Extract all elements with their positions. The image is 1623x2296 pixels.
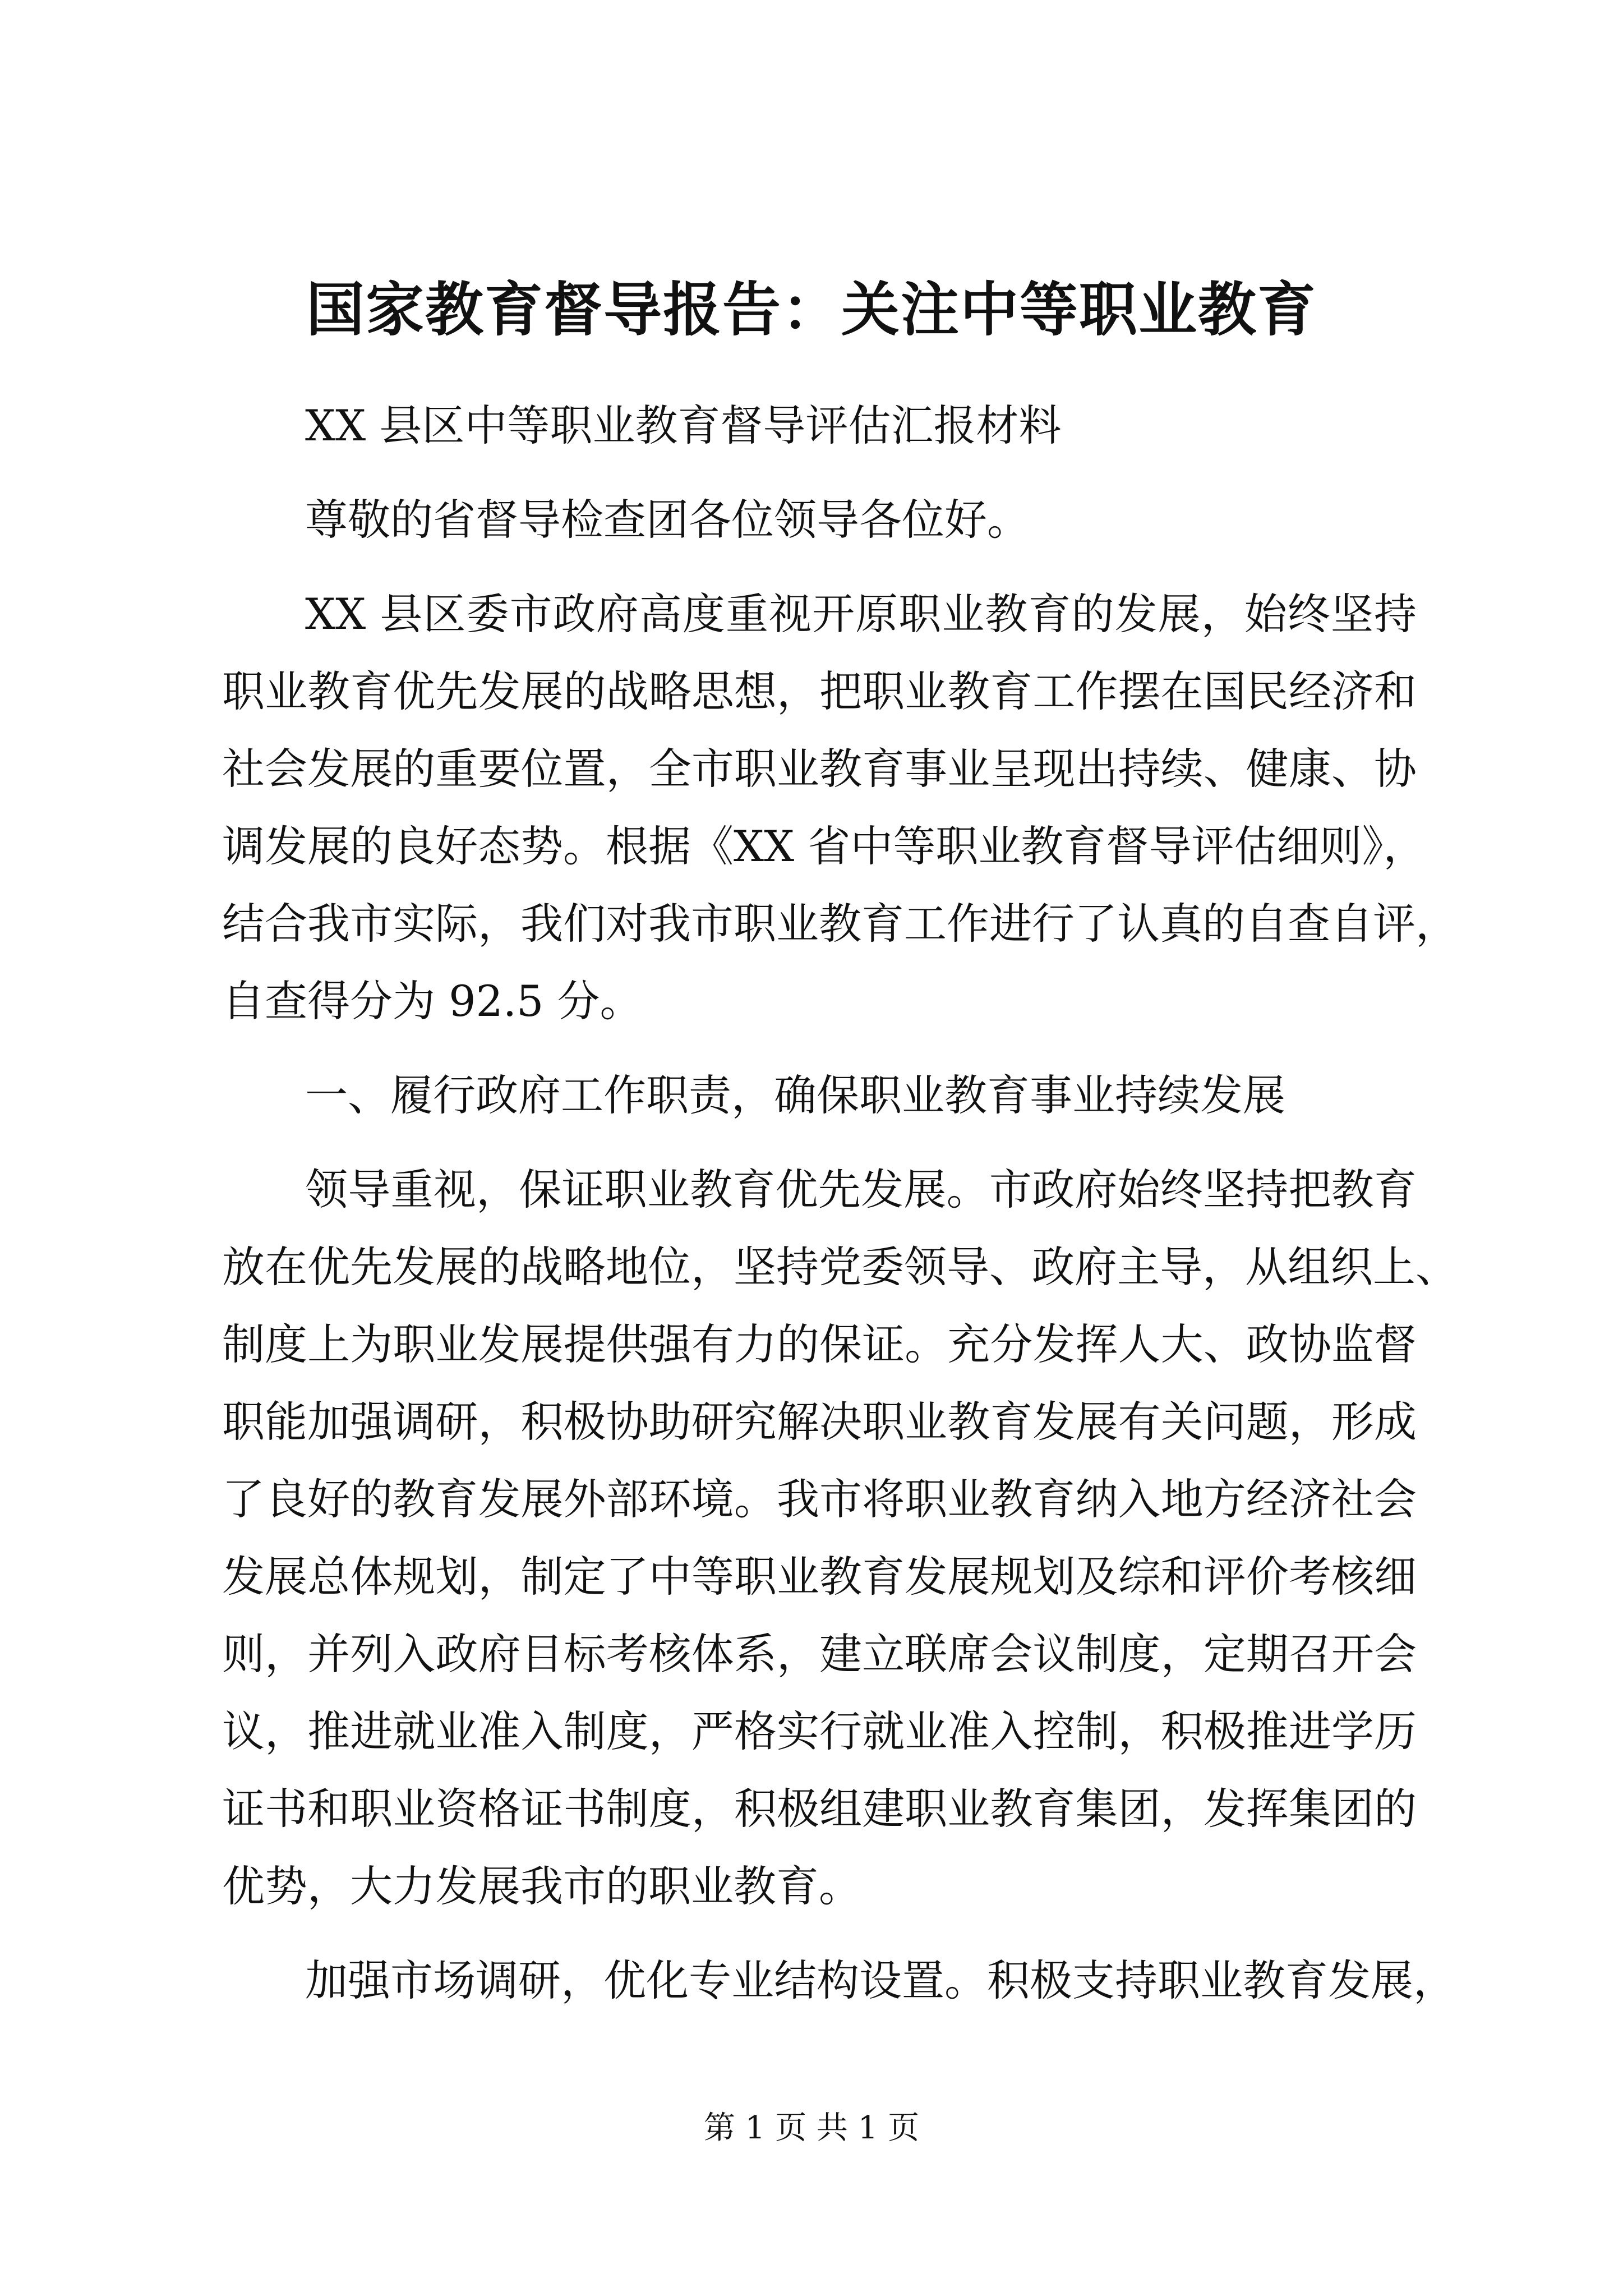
text-line: 结合我市实际，我们对我市职业教育工作进行了认真的自查自评， xyxy=(222,899,1458,949)
paragraph-1 xyxy=(222,576,1458,1040)
text-line: 证书和职业资格证书制度，积极组建职业教育集团，发挥集团的 xyxy=(222,1784,1417,1834)
section-heading: 一、履行政府工作职责，确保职业教育事业持续发展 xyxy=(305,1070,1285,1120)
text-line: 议，推进就业准入制度，严格实行就业准入控制，积极推进学历 xyxy=(222,1706,1417,1756)
greeting-line: 尊敬的省督导检查团各位领导各位好。 xyxy=(305,495,1030,545)
text-line: 职业教育优先发展的战略思想，把职业教育工作摆在国民经济和 xyxy=(222,666,1417,716)
text-line: 放在优先发展的战略地位，坚持党委领导、政府主导，从组织上、 xyxy=(222,1242,1458,1292)
text-line: 调发展的良好态势。根据《XX 省中等职业教育督导评估细则》， xyxy=(222,821,1426,871)
subtitle-line: XX 县区中等职业教育督导评估汇报材料 xyxy=(305,401,1062,450)
paragraph-gap xyxy=(222,1925,1417,1942)
document-title: 国家教育督导报告：关注中等职业教育 xyxy=(306,275,1317,344)
text-line: 制度上为职业发展提供强有力的保证。充分发挥人大、政协监督 xyxy=(222,1319,1417,1369)
page-footer: 第 1 页 共 1 页 xyxy=(703,2110,920,2146)
paragraph-gap xyxy=(222,1134,1417,1151)
text-line: 了良好的教育发展外部环境。我市将职业教育纳入地方经济社会 xyxy=(222,1474,1417,1524)
text-line: 则，并列入政府目标考核体系，建立联席会议制度，定期召开会 xyxy=(222,1629,1417,1679)
document-body xyxy=(222,387,1458,2019)
text-line: 加强市场调研，优化专业结构设置。积极支持职业教育发展， xyxy=(305,1955,1456,2005)
text-line: 社会发展的重要位置，全市职业教育事业呈现出持续、健康、协 xyxy=(222,744,1417,794)
paragraph-2 xyxy=(222,1151,1458,1925)
paragraph-gap xyxy=(222,464,1417,481)
text-line: XX 县区委市政府高度重视开原职业教育的发展，始终坚持 xyxy=(305,589,1417,639)
text-line: 领导重视，保证职业教育优先发展。市政府始终坚持把教育 xyxy=(305,1165,1417,1214)
text-line: 优势，大力发展我市的职业教育。 xyxy=(222,1861,861,1911)
text-line: 发展总体规划，制定了中等职业教育发展规划及综和评价考核细 xyxy=(222,1552,1417,1602)
paragraph-gap xyxy=(222,559,1417,576)
paragraph-gap xyxy=(222,1040,1417,1057)
text-line: 职能加强调研，积极协助研究解决职业教育发展有关问题，形成 xyxy=(222,1397,1417,1447)
text-line: 自查得分为 92.5 分。 xyxy=(222,976,643,1026)
paragraph-3 xyxy=(222,1942,1456,2019)
